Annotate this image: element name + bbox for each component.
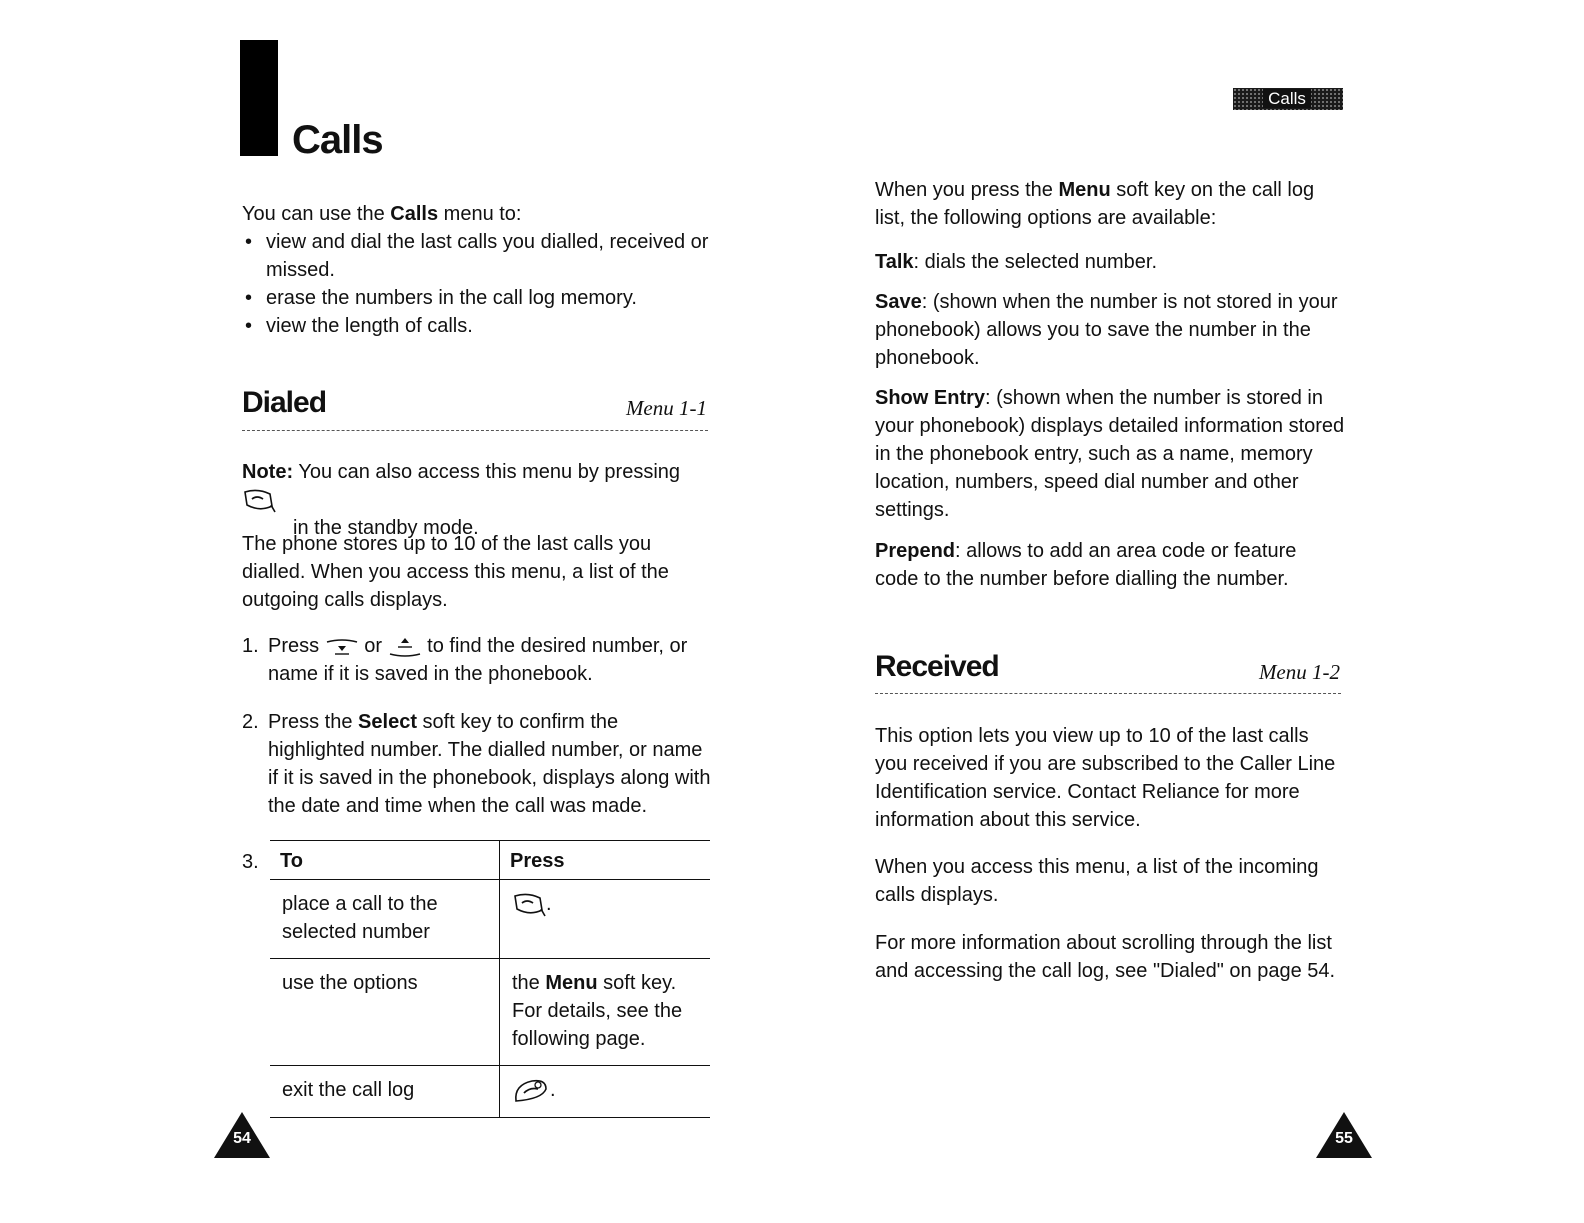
section-divider [242, 430, 708, 431]
up-nav-key-icon [388, 634, 422, 660]
page-number-left: 54 [212, 1110, 272, 1160]
received-cross-reference: For more information about scrolling through the list and accessing the call log, see "Dialed" on page 54. [875, 932, 1336, 982]
received-list-note: When you access this menu, a list of the incoming calls displays. [875, 856, 1319, 906]
table-cell-key: . [500, 1066, 711, 1118]
option-talk: Talk: dials the selected number. [875, 251, 1158, 273]
table-row [270, 880, 710, 959]
menu-reference-dialed: Menu 1-1 [625, 396, 707, 420]
table-cell-action: place a call to the selected number [270, 880, 500, 959]
chapter-marker-bar [240, 40, 278, 156]
table-row [270, 959, 710, 1066]
intro-line: You can use the Calls menu to: [242, 203, 522, 225]
table-cell-key: the Menu soft key. For details, see the following page. [500, 959, 711, 1066]
table-cell-action: use the options [270, 959, 500, 1066]
end-key-icon [512, 1077, 550, 1105]
option-show-entry: Show Entry: (shown when the number is stored in your phonebook) displays detailed information stored in the phonebook entry, such as a name, memory location, numbers, speed dial number and other settings. [875, 387, 1345, 521]
chapter-header-tab: Calls [1233, 88, 1343, 110]
send-key-icon [512, 892, 546, 918]
select-soft-key-name: Select [358, 711, 417, 733]
chapter-title: Calls [292, 118, 383, 162]
received-description: This option lets you view up to 10 of the last calls you received if you are subscribed to the Caller Line Identification service. Contact Reliance for more information about this service. [875, 725, 1336, 831]
menu-reference-received: Menu 1-2 [1258, 660, 1340, 684]
bullet-item: • view the length of calls. [242, 312, 712, 340]
table-cell-action: exit the call log [270, 1066, 500, 1118]
section-title-received: Received [875, 650, 999, 683]
call-log-key-table [270, 840, 710, 1118]
menu-soft-key-name: Menu [1058, 179, 1111, 201]
section-divider [875, 693, 1341, 694]
table-header-row [270, 841, 710, 880]
option-term: Save [875, 291, 922, 313]
step-2: 2. Press the Select soft key to confirm the highlighted number. The dialled number, or name if it is saved in the phonebook, displays along with the date and time when the call was made. [242, 711, 711, 817]
bullet-item: • view and dial the last calls you dialled, received or missed. [242, 228, 712, 284]
option-term: Talk [875, 251, 914, 273]
column-header-press: Press [500, 841, 711, 880]
note-block: Note: You can also access this menu by pressing in the standby mode. [242, 461, 681, 539]
step-3-number: 3. [242, 851, 259, 873]
bullet-item: • erase the numbers in the call log memory. [242, 284, 712, 312]
step-1: 1. Press or to find the desired number, or name if it is saved in the phonebook. [242, 635, 688, 685]
option-save: Save: (shown when the number is not stored in your phonebook) allows you to save the number in the phonebook. [875, 291, 1338, 369]
column-header-to: To [270, 841, 500, 880]
dialed-description: The phone stores up to 10 of the last calls you dialled. When you access this menu, a list of the outgoing calls displays. [242, 533, 669, 611]
option-term: Show Entry [875, 387, 986, 409]
menu-soft-key-name: Menu [545, 972, 598, 994]
table-cell-key: . [500, 880, 711, 959]
menu-options-intro: When you press the Menu soft key on the call log list, the following options are available: [875, 179, 1315, 229]
note-label: Note: [242, 461, 294, 483]
page-number-right: 55 [1314, 1110, 1374, 1160]
option-prepend: Prepend: allows to add an area code or feature code to the number before dialling the number. [875, 540, 1297, 590]
section-title-dialed: Dialed [242, 386, 327, 419]
down-nav-key-icon [325, 636, 359, 658]
table-row [270, 1066, 710, 1118]
intro-block [242, 200, 712, 340]
send-key-icon [242, 488, 276, 514]
calls-menu-name: Calls [390, 203, 439, 225]
intro-bullets [242, 228, 712, 340]
option-term: Prepend [875, 540, 956, 562]
